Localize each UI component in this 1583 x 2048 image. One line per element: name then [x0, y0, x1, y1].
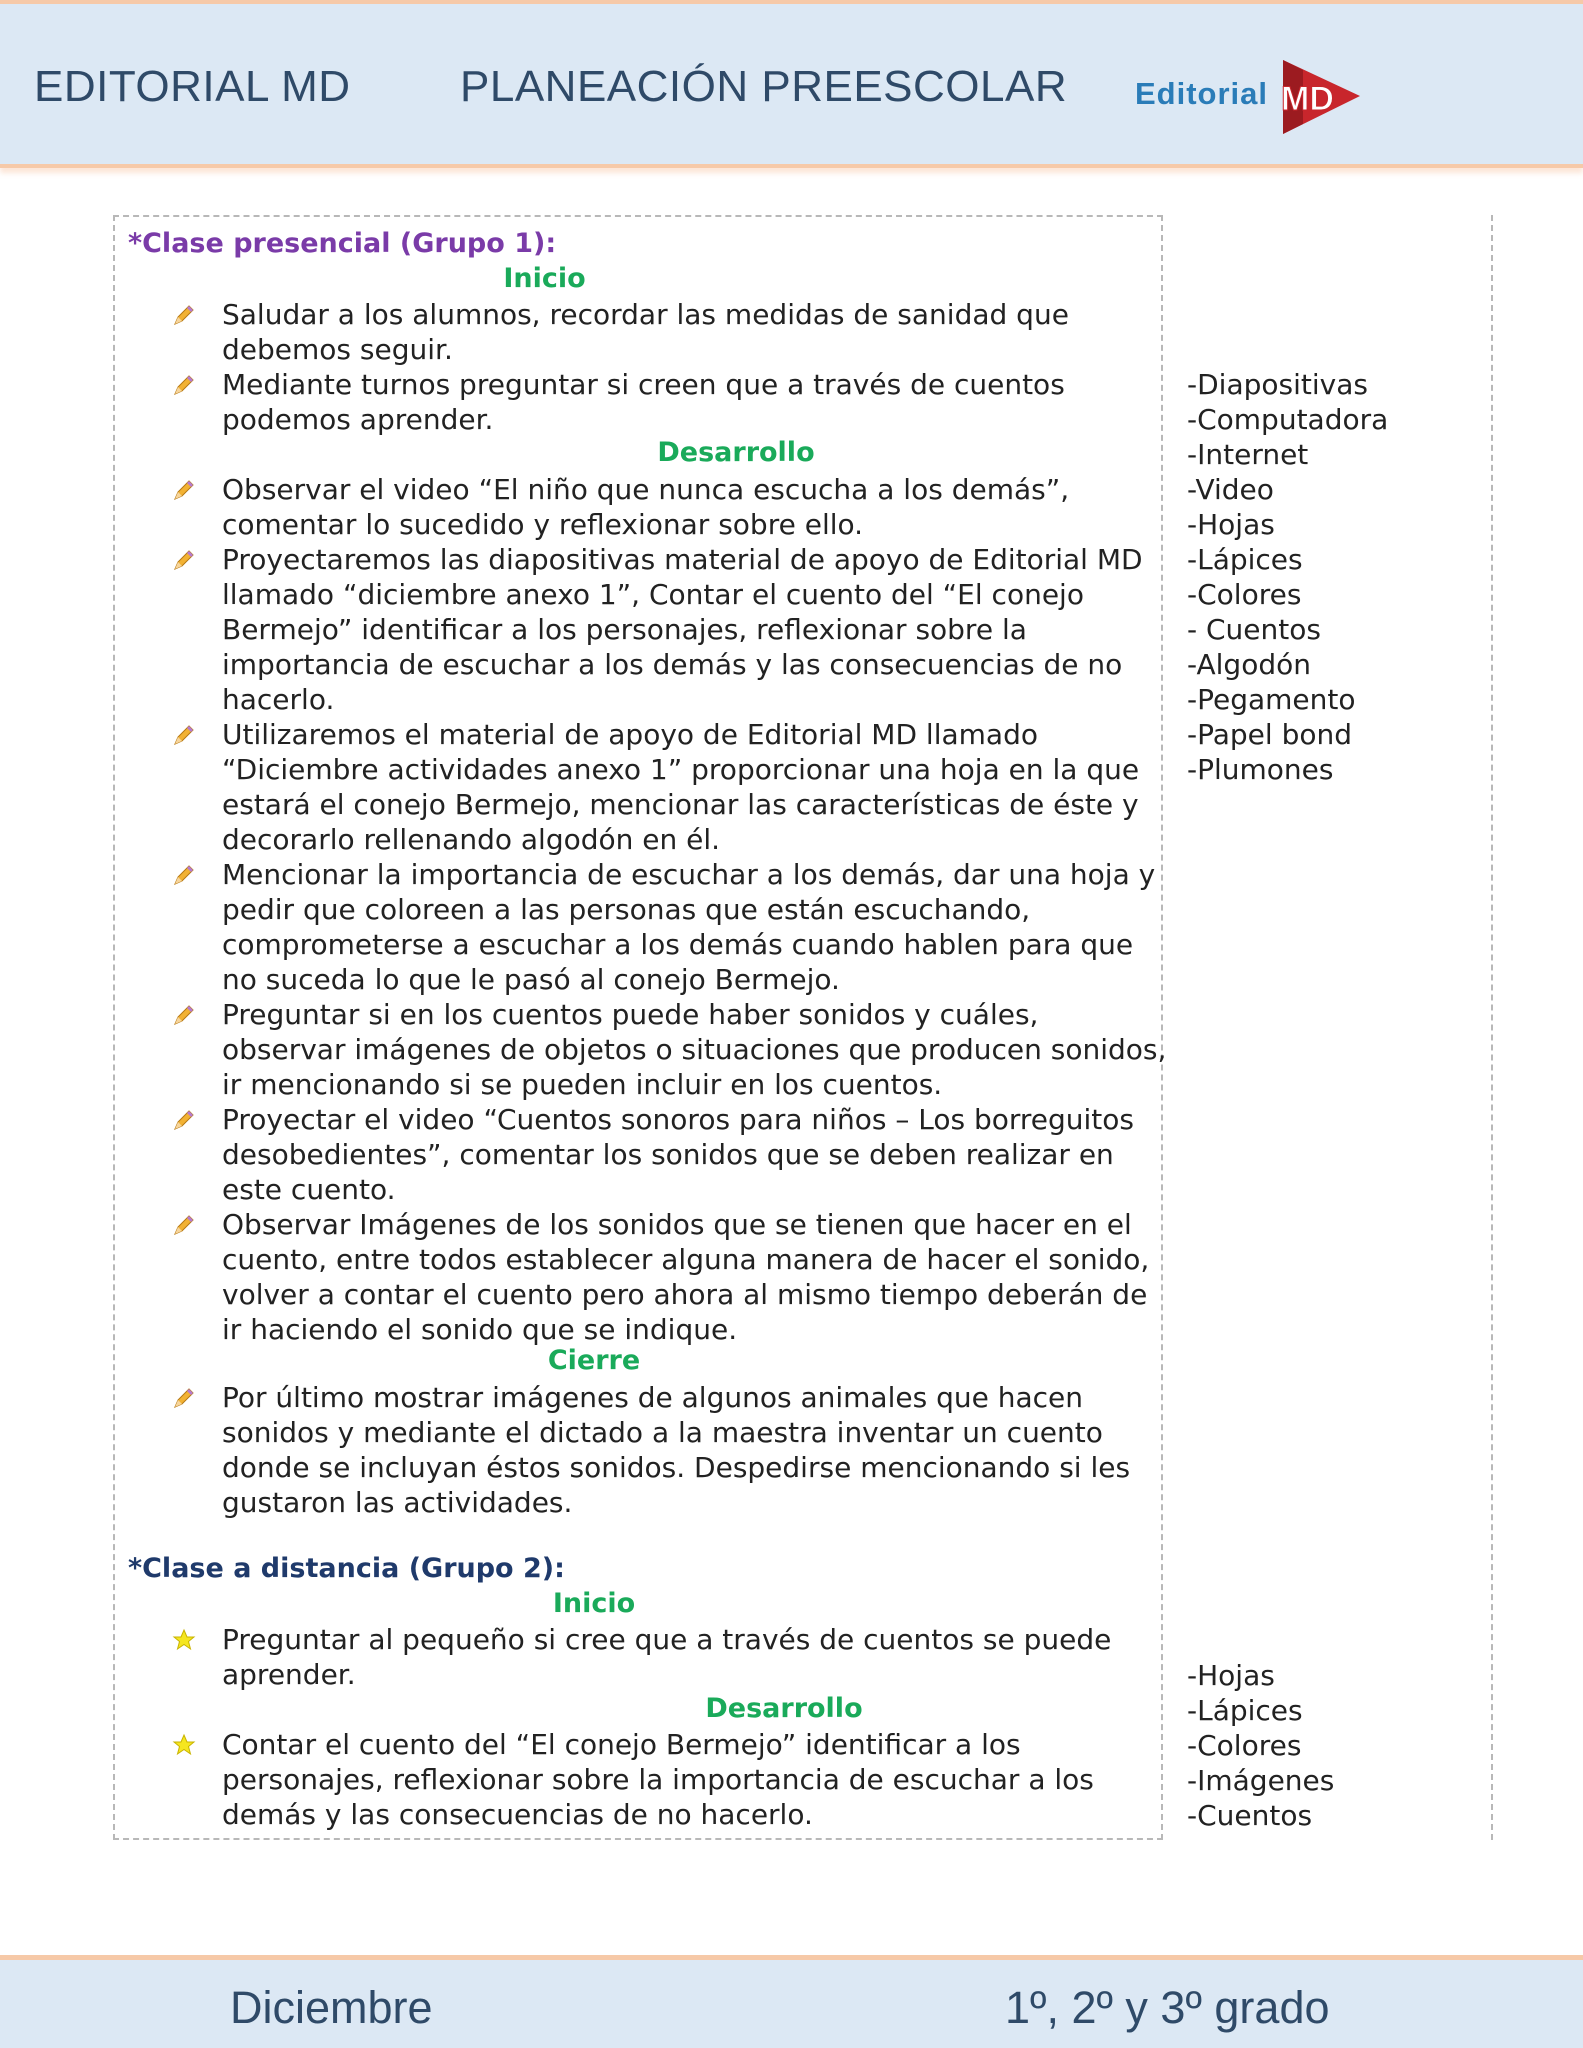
activity-text: Mencionar la importancia de escuchar a los demás, dar una hoja y pedir que coloreen a las personas que están escuchando, comprometerse a escuchar a los demás cuando hablen para que no suceda lo que le pasó al conejo Bermejo.	[222, 858, 1156, 996]
group1-resources-list	[1187, 367, 1477, 787]
group2-inicio-heading: Inicio	[552, 1588, 636, 1619]
activity-text: Contar el cuento del “El conejo Bermejo” identificar a los personajes, reflexionar sobre la importancia de escuchar a los demás y las consecuencias de no hacerlo.	[222, 1728, 1094, 1831]
activity-text: Proyectar el video “Cuentos sonoros para niños – Los borreguitos desobedientes”, comentar los sonidos que se deben realizar en este cuento.	[222, 1103, 1134, 1206]
activity-text: Saludar a los alumnos, recordar las medidas de sanidad que debemos seguir.	[222, 298, 1069, 366]
pencil-icon	[172, 548, 196, 572]
activity-text: Observar el video “El niño que nunca escucha a los demás”, comentar lo sucedido y reflexionar sobre ello.	[222, 473, 1070, 541]
group2-desarrollo-heading: Desarrollo	[705, 1693, 863, 1724]
resource-item: -Papel bond	[1187, 718, 1352, 751]
star-icon	[172, 1733, 196, 1757]
logo-text: Editorial	[1135, 76, 1269, 111]
pencil-icon	[172, 723, 196, 747]
resource-item: -Colores	[1187, 578, 1302, 611]
resource-item: -Cuentos	[1187, 1799, 1313, 1832]
resource-item: -Pegamento	[1187, 683, 1356, 716]
footer-month: Diciembre	[230, 1982, 433, 2033]
page-footer	[0, 1955, 1583, 2048]
group2-resources-list	[1187, 1658, 1477, 1833]
activity-text: Proyectaremos las diapositivas material de apoyo de Editorial MD llamado “diciembre anexo 1”, Contar el cuento del “El conejo Bermejo” identificar a los personajes, reflexionar sobre la importancia de escuchar a los demás y las consecuencias de no hacerlo.	[222, 543, 1143, 716]
resource-item: -Hojas	[1187, 508, 1275, 541]
group2-title: *Clase a distancia (Grupo 2):	[128, 1553, 565, 1584]
resource-item: - Cuentos	[1187, 613, 1321, 646]
group1-title: *Clase presencial (Grupo 1):	[128, 228, 557, 259]
footer-grades: 1º, 2º y 3º grado	[1005, 1982, 1330, 2033]
group1-desarrollo-heading: Desarrollo	[657, 437, 815, 468]
pencil-icon	[172, 1003, 196, 1027]
header-left-title: EDITORIAL MD	[34, 62, 351, 111]
group1-inicio-heading: Inicio	[503, 263, 586, 294]
resource-item: -Video	[1187, 473, 1274, 506]
resource-item: -Colores	[1187, 1729, 1302, 1762]
logo-mark: MD	[1281, 80, 1334, 118]
activity-text: Utilizaremos el material de apoyo de Editorial MD llamado “Diciembre actividades anexo 1” proporcionar una hoja en la que estará el conejo Bermejo, mencionar las características de éste y decorarlo rellenando algodón en él.	[222, 718, 1140, 856]
activity-text: Observar Imágenes de los sonidos que se tienen que hacer en el cuento, entre todos establecer alguna manera de hacer el sonido, volver a contar el cuento pero ahora al mismo tiempo deberán de ir haciendo el sonido que se indique.	[222, 1208, 1150, 1346]
resource-item: -Internet	[1187, 438, 1309, 471]
resource-item: -Lápices	[1187, 1694, 1303, 1727]
activity-text: Preguntar si en los cuentos puede haber sonidos y cuáles, observar imágenes de objetos o situaciones que producen sonidos, ir mencionando si se pueden incluir en los cuentos.	[222, 998, 1167, 1101]
resource-item: -Hojas	[1187, 1659, 1275, 1692]
pencil-icon	[172, 863, 196, 887]
pencil-icon	[172, 478, 196, 502]
group1-cierre-heading: Cierre	[547, 1345, 641, 1376]
activity-text: Por último mostrar imágenes de algunos animales que hacen sonidos y mediante el dictado a la maestra inventar un cuento donde se incluyan éstos sonidos. Despedirse mencionando si les gustaron las actividades.	[222, 1381, 1131, 1519]
pencil-icon	[172, 1108, 196, 1132]
star-icon	[172, 1628, 196, 1652]
resource-item: -Algodón	[1187, 648, 1311, 681]
activity-text: Preguntar al pequeño si cree que a través de cuentos se puede aprender.	[222, 1623, 1112, 1691]
pencil-icon	[172, 1213, 196, 1237]
header-center-title: PLANEACIÓN PREESCOLAR	[460, 62, 1068, 111]
editorial-md-logo	[1135, 52, 1365, 134]
pencil-icon	[172, 373, 196, 397]
page-header	[0, 0, 1583, 168]
pencil-icon	[172, 1386, 196, 1410]
resource-item: -Imágenes	[1187, 1764, 1335, 1797]
resource-item: -Computadora	[1187, 403, 1389, 436]
resource-item: -Plumones	[1187, 753, 1334, 786]
logo-play-icon	[1135, 52, 1365, 134]
activity-text: Mediante turnos preguntar si creen que a través de cuentos podemos aprender.	[222, 368, 1065, 436]
resource-item: -Diapositivas	[1187, 368, 1368, 401]
pencil-icon	[172, 303, 196, 327]
resource-item: -Lápices	[1187, 543, 1303, 576]
